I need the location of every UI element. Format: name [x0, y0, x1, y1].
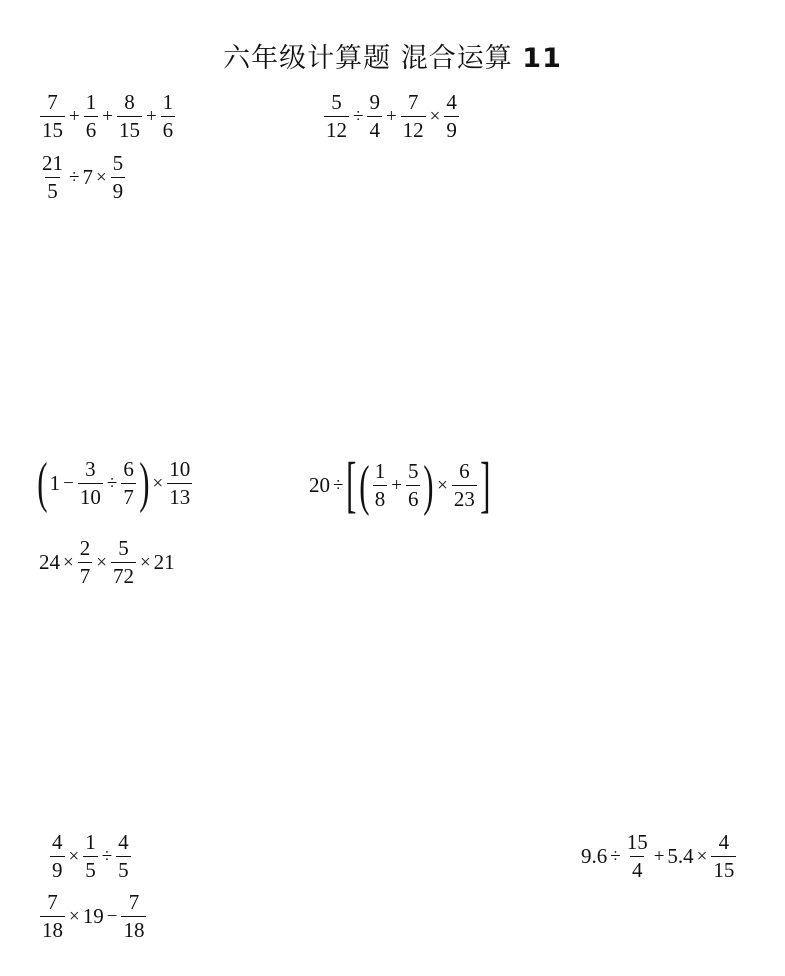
integer: 21	[153, 550, 175, 574]
problem-1	[38, 92, 177, 141]
integer: 24	[39, 550, 60, 574]
operator: ×	[69, 906, 80, 927]
denominator: 15	[42, 118, 63, 142]
operator: ÷	[106, 472, 118, 494]
denominator: 72	[112, 564, 134, 588]
fraction	[78, 456, 103, 509]
numerator: 9	[369, 90, 380, 114]
numerator: 21	[42, 151, 63, 175]
denominator: 6	[407, 487, 419, 512]
fraction	[50, 832, 65, 881]
denominator: 12	[326, 118, 347, 142]
numerator: 4	[52, 830, 63, 854]
numerator: 4	[118, 830, 129, 854]
operator: ×	[429, 106, 441, 127]
problem-2	[322, 92, 461, 141]
problem-5	[308, 451, 492, 519]
fraction	[625, 832, 650, 881]
fraction	[121, 892, 146, 941]
fraction	[452, 461, 477, 510]
problem-9	[38, 892, 148, 941]
operator: ×	[68, 846, 80, 867]
denominator: 4	[631, 858, 643, 882]
operator: ÷	[69, 167, 80, 188]
problem-4	[36, 452, 194, 514]
fraction	[84, 92, 99, 141]
fraction	[367, 92, 382, 141]
denominator: 6	[85, 118, 97, 142]
denominator: 15	[118, 118, 140, 142]
problem-6	[38, 538, 176, 587]
page-title	[0, 36, 785, 75]
title-number: 11	[522, 43, 562, 74]
operator: ×	[152, 472, 164, 494]
operator: ×	[96, 552, 107, 573]
numerator: 1	[85, 90, 97, 114]
denominator: 5	[47, 179, 58, 203]
title-text: 六年级计算题 混合运算	[223, 43, 523, 74]
denominator: 7	[79, 564, 91, 588]
operator: ÷	[333, 475, 344, 497]
denominator: 10	[79, 484, 101, 509]
fraction	[83, 832, 98, 881]
numerator: 6	[459, 459, 470, 484]
numerator: 5	[118, 536, 129, 560]
operator: −	[63, 472, 74, 494]
fraction	[401, 92, 426, 141]
fraction	[78, 538, 93, 587]
fraction	[121, 456, 136, 509]
operator: ÷	[610, 846, 621, 867]
operator: ×	[63, 552, 74, 573]
numerator: 6	[123, 456, 134, 481]
numerator: 15	[626, 830, 648, 854]
fraction	[40, 92, 65, 141]
denominator: 9	[112, 179, 124, 203]
numerator: 1	[162, 90, 174, 114]
operator: ÷	[353, 106, 364, 127]
left-bracket: [	[346, 451, 357, 519]
operator: ÷	[101, 846, 113, 867]
fraction	[111, 153, 126, 202]
integer: 20	[309, 473, 330, 498]
denominator: 8	[374, 487, 386, 512]
numerator: 7	[128, 890, 140, 914]
decimal: 9.6	[581, 844, 608, 868]
fraction	[444, 92, 459, 141]
operator: +	[102, 106, 113, 127]
fraction	[161, 92, 176, 141]
fraction	[40, 892, 65, 941]
operator: −	[106, 906, 118, 927]
numerator: 7	[47, 890, 58, 914]
right-bracket: ]	[480, 451, 491, 519]
left-paren: (	[37, 452, 48, 514]
numerator: 2	[79, 536, 91, 560]
numerator: 4	[718, 830, 730, 854]
numerator: 7	[47, 90, 58, 114]
denominator: 18	[123, 918, 145, 942]
denominator: 15	[713, 858, 735, 882]
operator: +	[69, 106, 80, 127]
operator: ×	[95, 167, 107, 188]
denominator: 6	[162, 118, 174, 142]
operator: ×	[696, 846, 708, 867]
integer: 19	[82, 904, 104, 928]
integer: 7	[82, 165, 93, 189]
denominator: 23	[453, 487, 475, 512]
denominator: 12	[402, 118, 424, 142]
numerator: 1	[85, 830, 96, 854]
denominator: 4	[369, 118, 380, 142]
operator: ×	[139, 552, 151, 573]
operator: +	[385, 106, 397, 127]
right-paren: )	[423, 454, 434, 517]
denominator: 5	[85, 858, 96, 882]
fraction	[324, 92, 349, 141]
right-paren: )	[139, 452, 150, 514]
decimal: 5.4	[667, 844, 694, 868]
denominator: 5	[118, 858, 129, 882]
denominator: 7	[123, 484, 134, 509]
operator: +	[145, 106, 157, 127]
numerator: 4	[446, 90, 457, 114]
fraction	[40, 153, 65, 202]
fraction	[116, 832, 131, 881]
fraction	[111, 538, 136, 587]
numerator: 3	[85, 456, 96, 481]
numerator: 8	[124, 90, 135, 114]
numerator: 10	[169, 456, 191, 481]
operator: ×	[437, 475, 448, 497]
numerator: 5	[407, 459, 419, 484]
fraction	[373, 461, 388, 510]
denominator: 9	[446, 118, 457, 142]
numerator: 7	[407, 90, 419, 114]
numerator: 5	[112, 151, 124, 175]
denominator: 13	[169, 484, 191, 509]
integer: 1	[49, 470, 61, 495]
fraction	[117, 92, 142, 141]
fraction	[711, 832, 736, 881]
numerator: 1	[374, 459, 386, 484]
fraction	[167, 456, 192, 509]
problem-3	[38, 153, 127, 202]
numerator: 5	[331, 90, 342, 114]
problem-7	[48, 832, 133, 881]
denominator: 9	[52, 858, 63, 882]
operator: +	[391, 475, 402, 497]
denominator: 18	[42, 918, 63, 942]
problem-8	[580, 832, 738, 881]
left-paren: (	[359, 454, 370, 517]
operator: +	[653, 846, 665, 867]
fraction	[406, 461, 421, 510]
